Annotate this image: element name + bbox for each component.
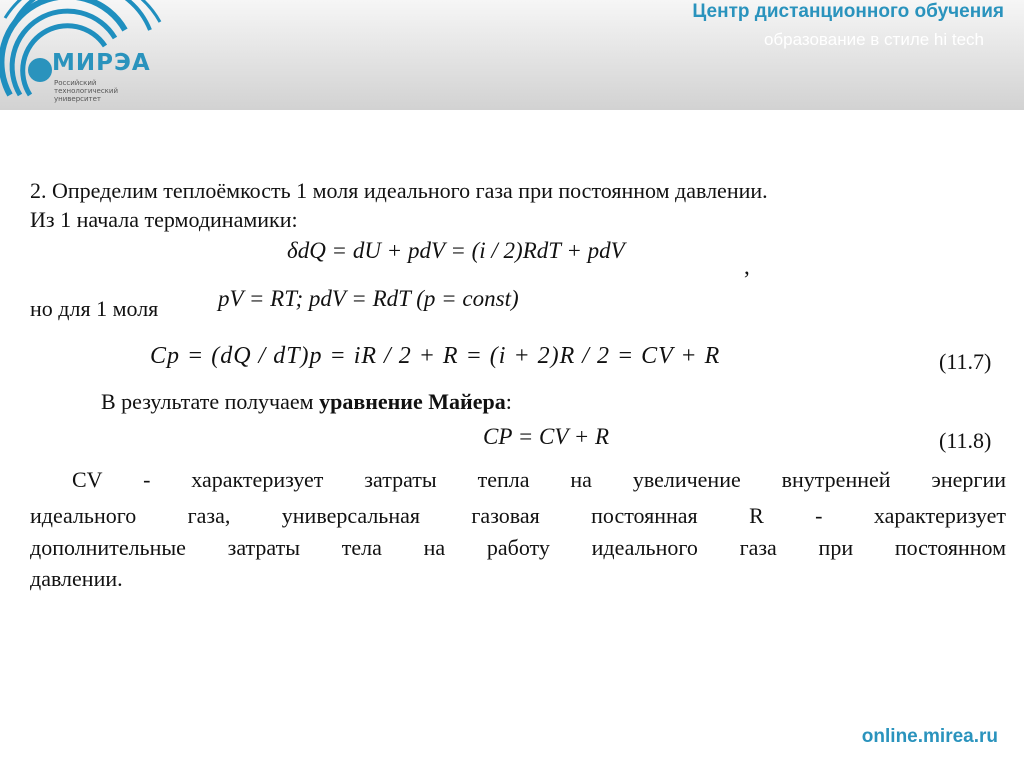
paragraph-line-1: CV - характеризует затраты тепла на увеличение внутренней энергии: [72, 467, 1006, 492]
formula-first-law: δdQ = dU + pdV = (i / 2)RdT + pdV: [287, 238, 625, 263]
formula-mayer: CP = CV + R: [483, 424, 610, 449]
equation-number-11-7: (11.7): [939, 349, 992, 374]
logo-subtitle-line: технологический: [54, 87, 118, 95]
logo-subtitle: [54, 79, 144, 103]
text-line-3: но для 1 моля: [30, 296, 159, 321]
mayer-prefix: В результате получаем: [101, 389, 320, 414]
equation-number-11-8: (11.8): [939, 428, 992, 453]
logo-subtitle-line: университет: [54, 95, 102, 103]
center-title: Центр дистанционного обучения: [692, 1, 1004, 22]
paragraph-line-3: дополнительные затраты тела на работу идеального газа при постоянном: [30, 535, 1006, 560]
footer-url[interactable]: online.mirea.ru: [861, 726, 998, 747]
center-subtitle: образование в стиле hi tech: [763, 30, 984, 49]
text-line-1: 2. Определим теплоёмкость 1 моля идеального газа при постоянном давлении.: [30, 178, 768, 203]
header: [0, 0, 1024, 110]
paragraph-line-4: давлении.: [30, 566, 123, 591]
logo-wordmark: МИРЭА: [52, 50, 151, 76]
mayer-colon: :: [505, 389, 512, 414]
logo-subtitle-line: Российский: [54, 79, 97, 87]
paragraph-line-2: идеального газа, универсальная газовая постоянная R - характеризует: [30, 503, 1006, 528]
text-line-2: Из 1 начала термодинамики:: [30, 207, 298, 232]
formula-ideal-gas: pV = RT; pdV = RdT (p = const): [218, 286, 519, 311]
formula-comma: ,: [744, 254, 750, 279]
mayer-equation-term: уравнение Майера: [319, 389, 506, 414]
mayer-line: [101, 389, 512, 415]
formula-cp: Cp = (dQ / dT)p = iR / 2 + R = (i + 2)R / 2 = CV + R: [150, 343, 721, 369]
